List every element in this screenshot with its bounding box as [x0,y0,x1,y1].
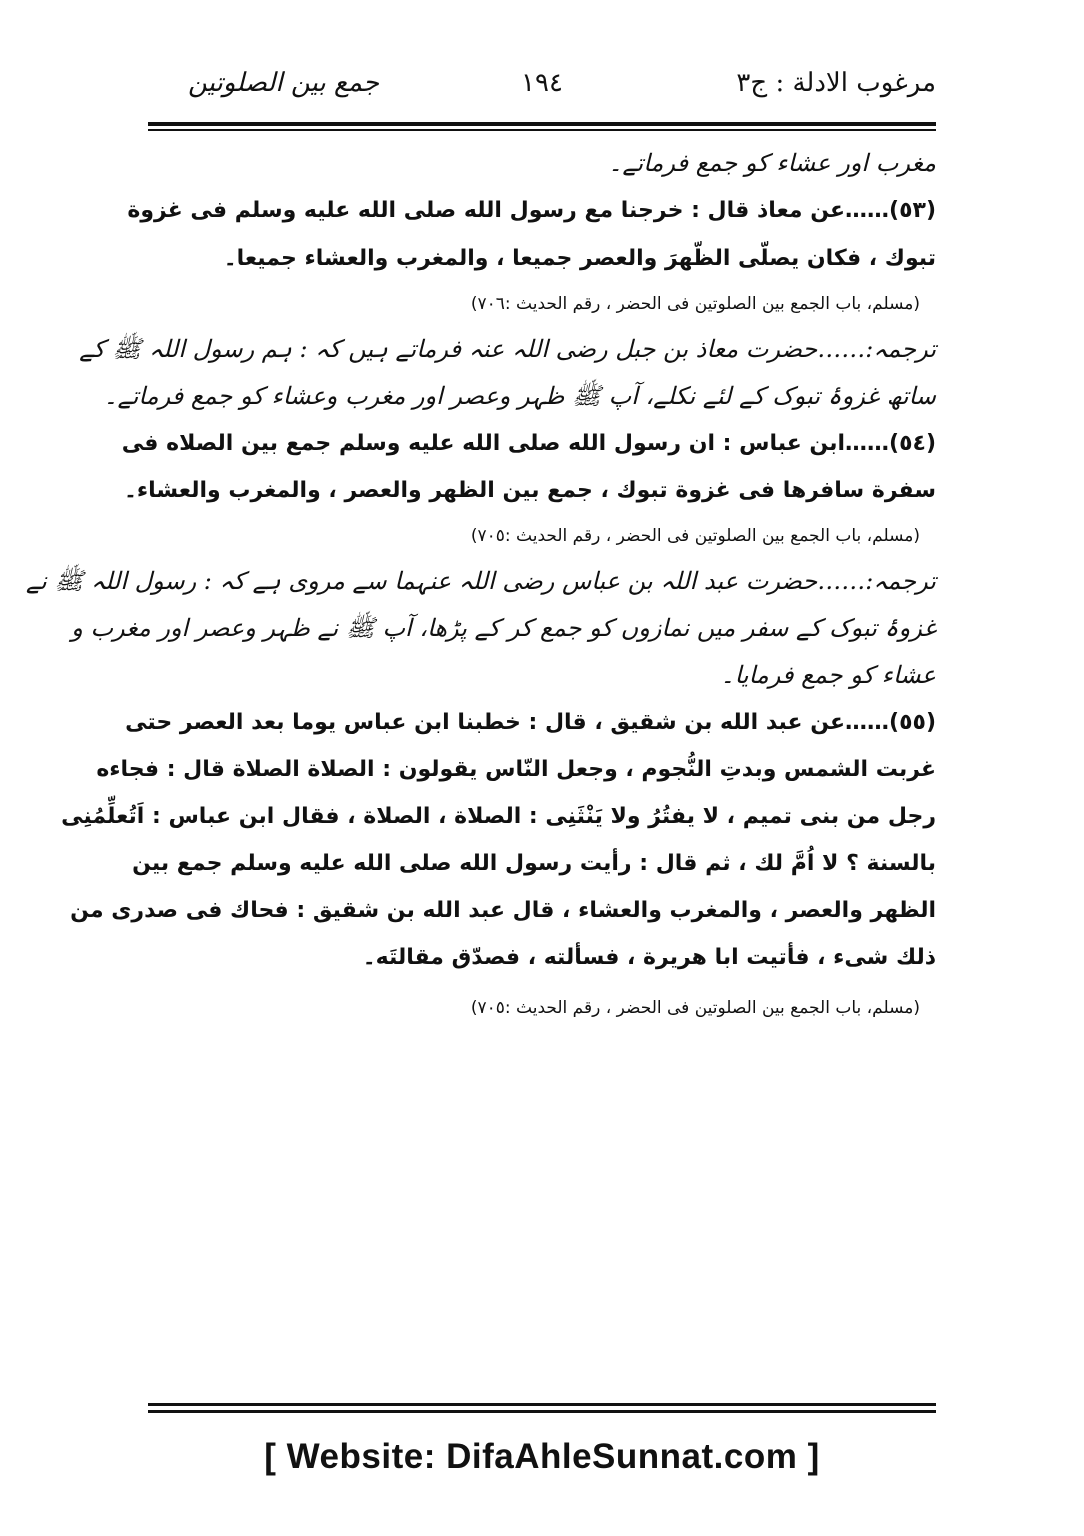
book-title: مرغوب الادلة : ج٣ [736,68,936,98]
header-rule-thick [148,122,936,126]
arabic-text-line: تبوك ، فكان يصلّى الظّهرَ والعصر جميعا ، والمغرب والعشاء جميعا۔ [223,246,936,271]
arabic-text-line: بالسنة ؟ لا اُمَّ لك ، ثم قال : رأيت رسول الله صلى الله عليه وسلم جمع بين [132,851,936,876]
arabic-text-line: (٥٣)……عن معاذ قال : خرجنا مع رسول الله صلى الله عليه وسلم فى غزوة [127,198,936,223]
page-body [26,140,936,1035]
arabic-text-line: رجل من بنى تميم ، لا يفتُرُ ولا يَنْثَنِى : الصلاة ، الصلاة ، فقال ابن عباس : اَتُعلِّمُنِى [61,804,936,829]
arabic-text-line: ذلك شىء ، فأتيت ابا هريرة ، فسألته ، فصدّق مقالتَه۔ [362,945,936,970]
urdu-text-line: ترجمہ:……حضرت عبد اللہ بن عباس رضی اللہ عنہما سے مروی ہے کہ : رسول اللہ ﷺ نے [26,567,936,595]
page-header [148,62,936,120]
arabic-text-line: الظهر والعصر ، والمغرب والعشاء ، قال عبد الله بن شقيق : فحاك فى صدرى من [70,898,936,923]
reference-line: (مسلم، باب الجمع بين الصلوتين فى الحضر ، رقم الحديث :٧٠٥) [470,998,920,1018]
arabic-text-line: (٥٥)……عن عبد الله بن شقيق ، قال : خطبنا ابن عباس يوما بعد العصر حتى [125,710,936,735]
arabic-text-line: (٥٤)……ابن عباس : ان رسول الله صلى الله عليه وسلم جمع بين الصلاه فى [121,431,936,456]
urdu-text-line: غزوۂ تبوک کے سفر میں نمازوں کو جمع کر کے پڑھا، آپ ﷺ نے ظہر وعصر اور مغرب و [71,614,936,642]
reference-line: (مسلم، باب الجمع بين الصلوتين فى الحضر ، رقم الحديث :٧٠٥) [470,526,920,546]
urdu-text-line: عشاء کو جمع فرمایا۔ [720,661,936,689]
reference-line: (مسلم، باب الجمع بين الصلوتين فى الحضر ، رقم الحديث :٧٠٦) [470,294,920,314]
arabic-text-line: غربت الشمس وبدتِ النُّجوم ، وجعل النّاس يقولون : الصلاة الصلاة قال : فجاءه [96,757,936,782]
page-number: ١٩٤ [521,68,563,98]
urdu-text-line: مغرب اور عشاء کو جمع فرماتے۔ [608,149,936,177]
footer-rule-top [148,1403,936,1406]
website-footer: [ Website: DifaAhleSunnat.com ] [264,1437,820,1476]
chapter-title: جمع بین الصلوتین [188,68,379,98]
urdu-text-line: ساتھ غزوۂ تبوک کے لئے نکلے، آپ ﷺ ظہر وعصر اور مغرب وعشاء کو جمع فرماتے۔ [103,382,936,410]
header-rule-thin [148,129,936,131]
footer-rule-bottom [148,1410,936,1413]
arabic-text-line: سفرة سافرها فى غزوة تبوك ، جمع بين الظهر والعصر ، والمغرب والعشاء۔ [124,478,936,503]
urdu-text-line: ترجمہ:……حضرت معاذ بن جبل رضی اللہ عنہ فرماتے ہیں کہ : ہم رسول اللہ ﷺ کے [79,335,936,363]
